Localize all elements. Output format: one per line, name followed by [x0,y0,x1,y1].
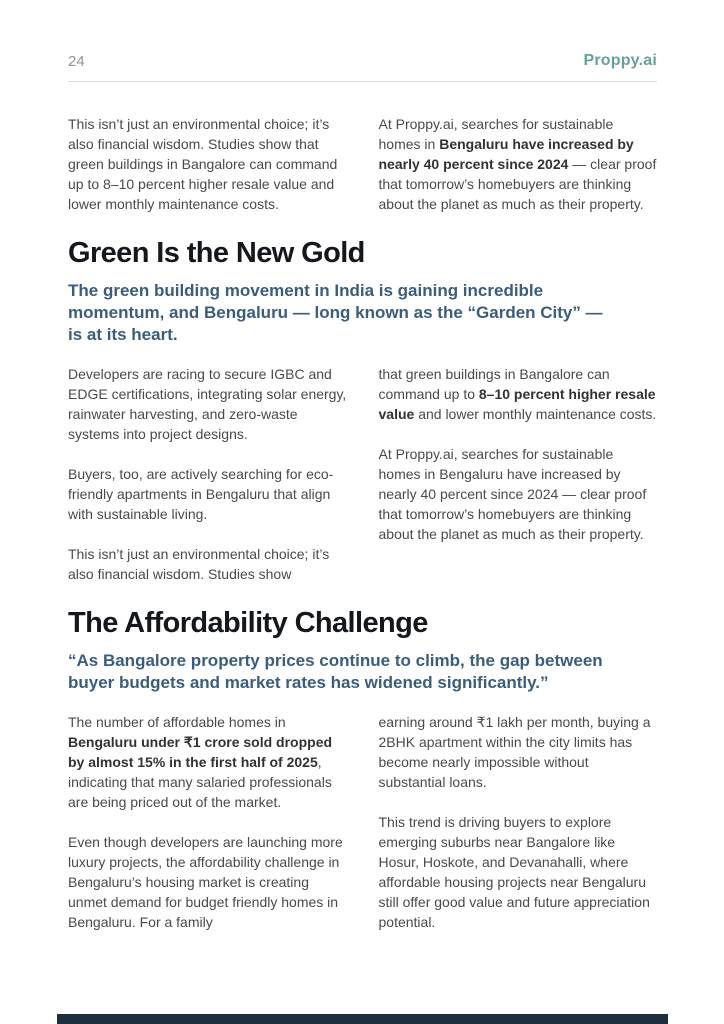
intro-right-column [379,114,658,214]
paragraph: Developers are racing to secure IGBC and EDGE certifications, integrating solar energy, rainwater harvesting, and zero-waste systems into project designs. [68,366,347,442]
section-green-is-the-new-gold [68,236,657,584]
paragraph: This trend is driving buyers to explore emerging suburbs near Bangalore like Hosur, Hoskote, and Devanahalli, where affordable housing projects near Bengaluru still offer good value and future appreciation potential. [378,814,650,930]
page-content [0,114,724,932]
section-right-column [379,712,658,932]
section-affordability-challenge [68,606,657,932]
paragraph: that green buildings in Bangalore can command up to 8–10 percent higher resale value and lower monthly maintenance costs. [378,366,657,422]
paragraph: earning around ₹1 lakh per month, buying a 2BHK apartment within the city limits has become nearly impossible without substantial loans. [378,714,651,790]
paragraph: At Proppy.ai, searches for sustainable homes in Bengaluru have increased by nearly 40 percent since 2024 — clear proof that tomorrow’s homebuyers are thinking about the planet as much as their property. [378,446,647,542]
paragraph: This isn’t just an environmental choice; it’s also financial wisdom. Studies show that green buildings in Bangalore can command up to 8–10 percent higher resale value and lower monthly maintenance costs. [68,116,338,212]
section-columns [68,364,657,584]
section-heading: Green Is the New Gold [68,237,365,269]
paragraph: Even though developers are launching more luxury projects, the affordability challenge in Bengaluru’s housing market is creating unmet demand for budget friendly homes in Bengaluru. For a family [68,834,343,930]
section-right-column [379,364,658,584]
section-subheading: The green building movement in India is gaining incredible momentum, and Bengaluru — long known as the “Garden City” — is at its heart. [68,281,603,344]
section-left-column [68,712,347,932]
section-subheading: “As Bangalore property prices continue to climb, the gap between buyer budgets and market rates has widened significantly.” [68,651,603,692]
page-header [68,0,657,82]
intro-left-column [68,114,347,214]
intro-columns [68,114,657,214]
paragraph: This isn’t just an environmental choice; it’s also financial wisdom. Studies show [68,546,330,582]
section-columns [68,712,657,932]
section-left-column [68,364,347,584]
paragraph: Buyers, too, are actively searching for eco-friendly apartments in Bengaluru that align with sustainable living. [68,466,334,522]
footer-bar [57,1014,668,1024]
paragraph: The number of affordable homes in Bengaluru under ₹1 crore sold dropped by almost 15% in the first half of 2025, indicating that many salaried professionals are being priced out of the market. [68,714,333,810]
paragraph: At Proppy.ai, searches for sustainable homes in Bengaluru have increased by nearly 40 percent since 2024 — clear proof that tomorrow’s homebuyers are thinking about the planet as much as their property. [378,116,657,212]
page-number: 24 [68,53,85,70]
section-heading: The Affordability Challenge [68,607,428,639]
brand-logo: Proppy.ai [583,52,657,69]
